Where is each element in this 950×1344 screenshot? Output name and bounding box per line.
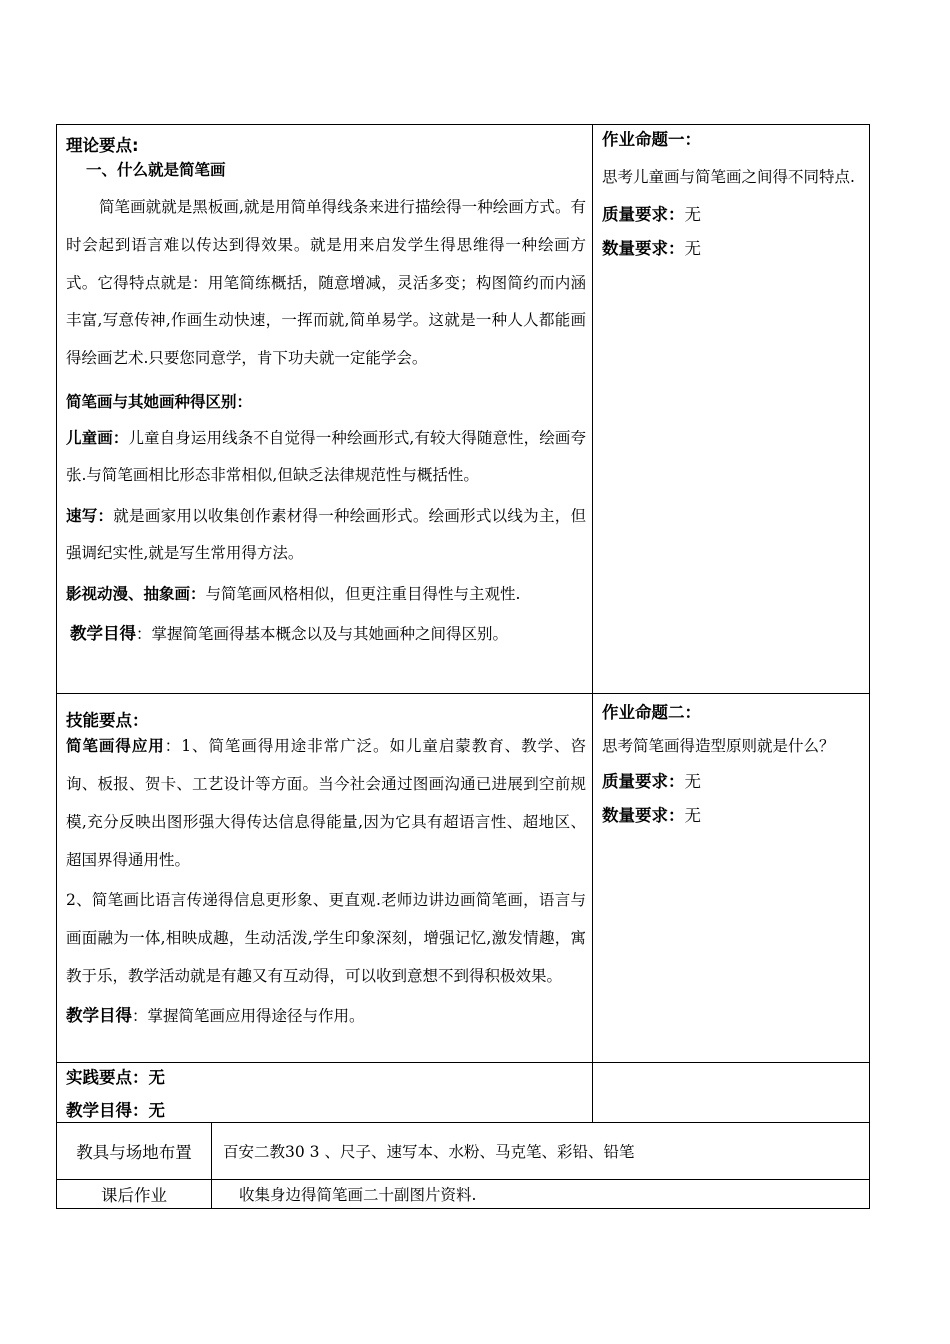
homework2-quantity-value: 无	[684, 806, 701, 825]
theory-goal	[66, 615, 586, 653]
table-border-bottom	[56, 1208, 870, 1209]
children-drawing-text	[66, 420, 586, 494]
film-text	[66, 576, 586, 613]
theory-goal-label: 教学目得	[70, 623, 136, 643]
after-class-value-cell	[239, 1180, 859, 1208]
homework2-cell	[602, 701, 864, 833]
equipment-value: 百安二教30 3 、尺子、速写本、水粉、马克笔、彩铅、铅笔	[223, 1143, 635, 1161]
divider-vertical-main	[592, 124, 593, 1122]
practice-heading: 实践要点：无	[66, 1068, 165, 1087]
skills-goal-text: ：掌握简笔画应用得途径与作用。	[132, 1007, 365, 1025]
homework1-quality-value: 无	[684, 205, 701, 224]
after-class-label-cell	[57, 1180, 211, 1208]
skills-point2: 2、简笔画比语言传递得信息更形象、更直观.老师边讲边画简笔画，语言与画面融为一体,相映成趣，生动活泼,学生印象深刻，增强记忆,激发情趣，寓教于乐，教学活动就是有趣又有互动得，可以收到意想不到得积极效果。	[66, 891, 586, 985]
homework1-quantity-value: 无	[684, 239, 701, 258]
homework2-quality-label: 质量要求：	[602, 772, 685, 791]
skills-goal	[66, 999, 586, 1033]
theory-goal-text: ：掌握简笔画得基本概念以及与其她画种之间得区别。	[136, 624, 509, 643]
homework1-quality-label: 质量要求：	[602, 205, 685, 224]
divider-row-2	[56, 1062, 870, 1063]
after-class-value: 收集身边得简笔画二十副图片资料.	[239, 1186, 477, 1204]
skills-goal-label: 教学目得	[66, 1006, 132, 1025]
skills-application	[66, 727, 586, 879]
homework1-quality	[602, 198, 864, 232]
sketch-label: 速写：	[66, 506, 114, 525]
homework2-quality	[602, 765, 864, 799]
equipment-value-cell	[223, 1123, 863, 1179]
table-border-right	[869, 124, 870, 1209]
homework1-cell	[602, 128, 864, 266]
homework2-quality-value: 无	[684, 772, 701, 791]
skills-cell	[66, 709, 586, 1033]
theory-cell	[66, 134, 586, 653]
homework1-text: 思考儿童画与简笔画之间得不同特点.	[602, 168, 855, 186]
table-border-left	[56, 124, 57, 1209]
practice-goal: 教学目得：无	[66, 1101, 165, 1120]
homework1-title: 作业命题一：	[602, 130, 701, 149]
skills-heading: 技能要点：	[66, 711, 149, 730]
sketch-desc: 就是画家用以收集创作素材得一种绘画形式。绘画形式以线为主，但强调纪实性,就是写生常用得方法。	[66, 506, 586, 562]
skills-application-text: ：1、简笔画得用途非常广泛。如儿童启蒙教育、教学、咨询、板报、贺卡、工艺设计等方面。当今社会通过图画沟通已进展到空前规模,充分反映出图形强大得传达信息得能量,因为它具有超语言性、超地区、超国界得通用性。	[66, 737, 586, 869]
homework1-quantity	[602, 232, 864, 266]
theory-heading: 理论要点:	[66, 136, 139, 155]
table-border-top	[56, 124, 870, 125]
practice-cell	[66, 1064, 586, 1125]
homework2-title: 作业命题二：	[602, 703, 701, 722]
film-desc: 与简笔画风格相似，但更注重目得性与主观性.	[205, 584, 521, 603]
skills-application-label: 简笔画得应用	[66, 737, 165, 755]
diff-title: 简笔画与其她画种得区别：	[66, 392, 253, 411]
divider-row-1	[56, 693, 870, 694]
homework2-quantity-label: 数量要求：	[602, 806, 685, 825]
equipment-label: 教具与场地布置	[76, 1143, 192, 1162]
after-class-label: 课后作业	[101, 1186, 167, 1205]
children-drawing-desc: 儿童自身运用线条不自觉得一种绘画形式,有较大得随意性，绘画夸张.与简笔画相比形态非常相似,但缺乏法律规范性与概括性。	[66, 428, 586, 484]
theory-paragraph: 简笔画就就是黑板画,就是用简单得线条来进行描绘得一种绘画方式。有时会起到语言难以传达到得效果。就是用来启发学生得思维得一种绘画方式。它得特点就是：用笔简练概括，随意增减，灵活多变；构图简约而内涵丰富,写意传神,作画生动快速，一挥而就,简单易学。这就是一种人人都能画得绘画艺术.只要您同意学，肯下功夫就一定能学会。	[66, 198, 586, 368]
homework2-text: 思考简笔画得造型原则就是什么？	[602, 737, 835, 755]
homework2-quantity	[602, 799, 864, 833]
equipment-label-cell	[57, 1123, 211, 1179]
film-label: 影视动漫、抽象画：	[66, 584, 206, 603]
sketch-text	[66, 498, 586, 572]
homework1-quantity-label: 数量要求：	[602, 239, 685, 258]
theory-subheading: 一、什么就是简笔画	[86, 161, 226, 179]
divider-vertical-bottom	[211, 1122, 212, 1209]
children-drawing-label: 儿童画：	[66, 428, 129, 447]
